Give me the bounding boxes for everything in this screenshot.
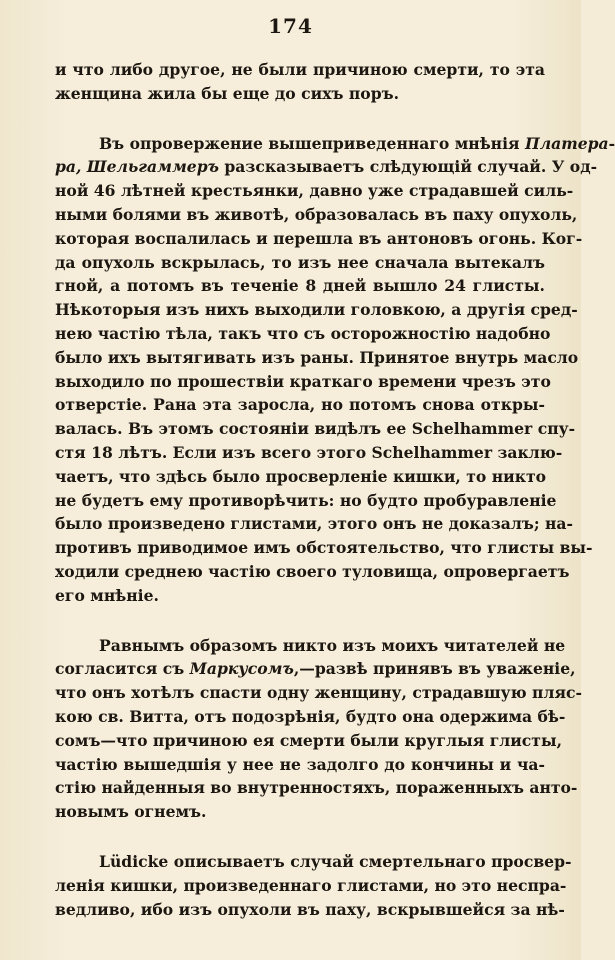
paragraph [55,58,545,106]
text-line [55,657,576,681]
text-line: женщина жила бы еще до сихъ поръ. [55,83,399,103]
text-line: кою св. Витта, отъ подозрѣнія, будто она одержима бѣ- [55,706,566,726]
paragraph [55,850,572,921]
text-line: ленія кишки, произведеннаго глистами, но это неспра- [55,875,567,895]
text-line: валась. Въ этомъ состояніи видѣлъ ее Schelhammer спу- [55,419,576,439]
person-name-schelhammer: ра, Шельгаммеръ [55,157,219,177]
text-line: стію найденныя во внутренностяхъ, пораженныхъ анто- [55,778,578,798]
text-line: да опухоль вскрылась, то изъ нее сначала вытекалъ [55,252,545,272]
paragraph [55,634,582,824]
text-fragment: - [608,133,615,153]
text-fragment: Въ опровержение вышеприведеннаго мнѣнія [99,133,525,153]
text-line: Равнымъ образомъ никто изъ моихъ читателей не [99,635,566,655]
text-line: было произведено глистами, этого онъ не доказалъ; на- [55,514,574,534]
text-fragment: разсказываетъ слѣдующій случай. У од- [218,157,598,177]
text-line: было ихъ вытягивать изъ раны. Принятое внутрь масло [55,347,579,367]
text-line: противъ приводимое имъ обстоятельство, что глисты вы- [55,538,593,558]
text-line: ходили среднею частію своего туловища, опровергаетъ [55,561,570,581]
page-number: 174 [268,14,313,38]
person-name-platera: Платера [524,133,609,153]
text-line: и что либо другое, не были причиною смерти, то эта [55,60,545,79]
person-name-markus: Маркусомъ [189,659,294,679]
text-line: ной 46 лѣтней крестьянки, давно уже страдавшей силь- [55,181,574,201]
text-line: его мнѣніе. [55,585,159,605]
text-line [55,132,615,156]
text-line: ными болями въ животѣ, образовалась въ паху опухоль, [55,204,578,224]
text-fragment: согласится съ [55,659,190,679]
text-line: частію вышедшія у нее не задолго до кончины и ча- [55,754,545,774]
text-line: ведливо, ибо изъ опухоли въ паху, вскрывшейся за нѣ- [55,899,565,919]
body-text [55,58,615,921]
text-line: нею частію тѣла, такъ что съ осторожностію надобно [55,323,551,343]
text-line: Lüdicke описываетъ случай смертельнаго просвер- [99,851,572,871]
text-line: которая воспалилась и перешла въ антоновъ огонь. Ког- [55,228,583,248]
text-line: Нѣкоторыя изъ нихъ выходили головкою, а другія сред- [55,300,578,320]
text-line: стя 18 лѣтъ. Если изъ всего этого Schelhammer заклю- [55,442,563,462]
text-line: что онъ хотѣлъ спасти одну женщину, страдавшую пляс- [55,683,582,703]
text-line: отверстіе. Рана эта заросла, но потомъ снова откры- [55,395,545,415]
text-line: гной, а потомъ въ теченіе 8 дней вышло 24 глисты. [55,276,545,296]
text-line: выходило по прошествіи краткаго времени чрезъ это [55,371,551,391]
text-line: сомъ—что причиною ея смерти были круглыя глисты, [55,730,563,750]
text-line [55,155,598,179]
text-fragment: ,—развѣ принявъ въ уваженіе, [293,659,576,679]
text-line: не будетъ ему противорѣчить: но будто пробуравленіе [55,490,557,510]
text-line: новымъ огнемъ. [55,802,207,822]
paragraph [55,132,615,608]
text-line: чаетъ, что здѣсь было просверленіе кишки, то никто [55,466,547,486]
